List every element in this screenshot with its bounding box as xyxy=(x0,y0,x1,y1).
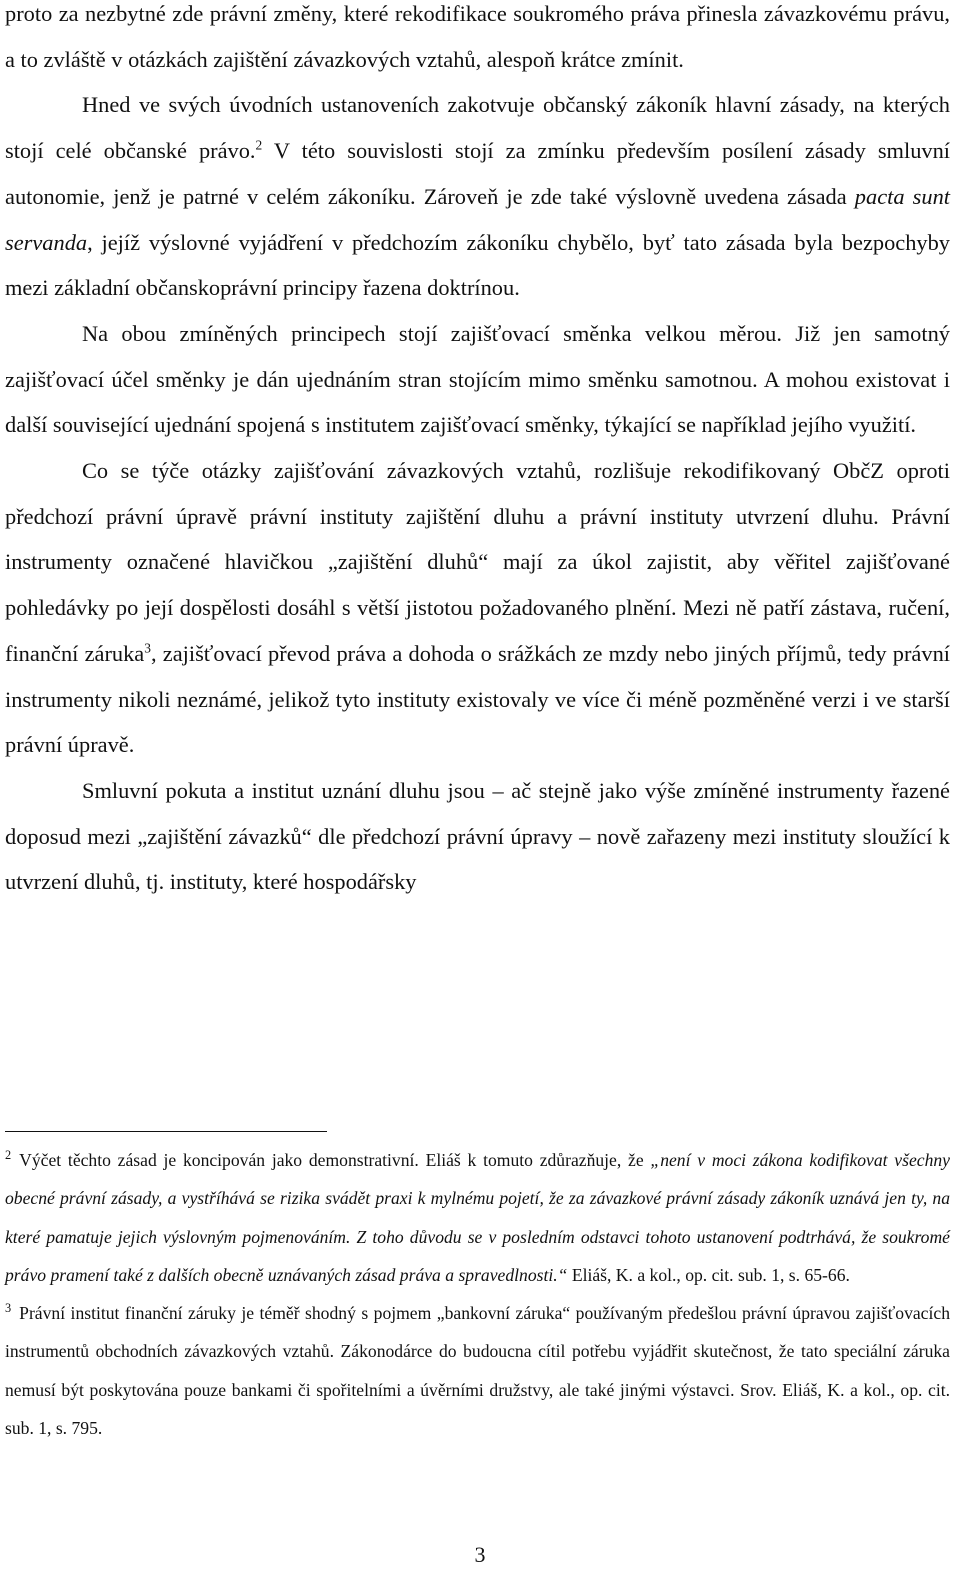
footnote-ref-2[interactable]: 2 xyxy=(255,137,263,153)
paragraph-4: Co se týče otázky zajišťování závazkových vztahů, rozlišuje rekodifikovaný ObčZ oproti předchozí právní úpravě právní instituty zajištění dluhu a právní instituty utvrzení dluhu. Právní instrumenty označené hlavičkou „zajištění dluhů“ mají za úkol zajistit, aby věřitel zajišťované pohledávky po její dospělosti dosáhl s větší jistotou požadovaného plnění. Mezi ně patří zástava, ručení, finanční záruka$^3$, zajišťovací převod práva a dohoda o srážkách ze mzdy nebo jiných příjmů, tedy právní instrumenty nikoli neznámé, jelikož tyto instituty existovaly ve více či méně pozměněné verzi i ve starší právní úpravě. xyxy=(5,458,950,758)
footnote-ref-3[interactable]: 3 xyxy=(144,640,151,656)
page-number: 3 xyxy=(474,1542,486,1567)
main-text xyxy=(5,0,950,905)
footnote-2: $^2$ Výčet těchto zásad je koncipován jako demonstrativní. Eliáš k tomuto zdůrazňuje, že „není v moci zákona kodifikovat všechny obecné právní zásady, a vystříhává se rizika svádět praxi k mylnému pojetí, že za závazkové právní zásady zákoník uznává jen ty, na které pamatuje jejich výslovným pojmenováním. Z toho důvodu se v posledním odstavci tohoto ustanovení podtrhává, že soukromé právo pramení také z dalších obecně uznávaných zásad práva a spravedlnosti.“ Eliáš, K. a kol., op. cit. sub. 1, s. 65-66. xyxy=(5,1147,950,1285)
footnote-number: 2 xyxy=(5,1147,12,1162)
footnote-3: $^3$ Právní institut finanční záruky je téměř shodný s pojmem „bankovní záruka“ používaným předešlou právní úpravou zajišťovacích instrumentů obchodních závazkových vztahů. Zákonodárce do budoucna cítil potřebu vyjádřit skutečnost, že tato speciální záruka nemusí být poskytována pouze bankami či spořitelními a úvěrními družstvy, ale také jinými výstavci. Srov. Eliáš, K. a kol., op. cit. sub. 1, s. 795. xyxy=(5,1300,950,1439)
footnote-separator xyxy=(5,1131,327,1132)
footnote-number: 3 xyxy=(5,1300,12,1315)
paragraph-3: Na obou zmíněných principech stojí zajišťovací směnka velkou měrou. Již jen samotný zajišťovací účel směnky je dán ujednáním stran stojícím mimo směnku samotnou. A mohou existovat i další související ujednání spojená s institutem zajišťovací směnky, týkající se například jejího využití. xyxy=(5,320,950,438)
footnotes xyxy=(5,1141,950,1447)
paragraph-2: Hned ve svých úvodních ustanoveních zakotvuje občanský zákoník hlavní zásady, na kterých stojí celé občanské právo.$^2$ V této souvislosti stojí za zmínku především posílení zásady smluvní autonomie, jenž je patrné v celém zákoníku. Zároveň je zde také výslovně uvedena zásada pacta sunt servanda, jejíž výslovné vyjádření v předchozím zákoníku chybělo, byť tato zásada byla bezpochyby mezi základní občanskoprávní principy řazena doktrínou. xyxy=(5,92,950,301)
latin-phrase: pacta sunt servanda xyxy=(5,183,950,255)
paragraph-1: proto za nezbytné zde právní změny, které rekodifikace soukromého práva přinesla závazkovému právu, a to zvláště v otázkách zajištění závazkových vztahů, alespoň krátce zmínit. xyxy=(5,1,950,72)
paragraph-5: Smluvní pokuta a institut uznání dluhu jsou – ač stejně jako výše zmíněné instrumenty řazené doposud mezi „zajištění závazků“ dle předchozí právní úpravy – nově zařazeny mezi instituty sloužící k utvrzení dluhů, tj. instituty, které hospodářsky xyxy=(5,777,950,895)
